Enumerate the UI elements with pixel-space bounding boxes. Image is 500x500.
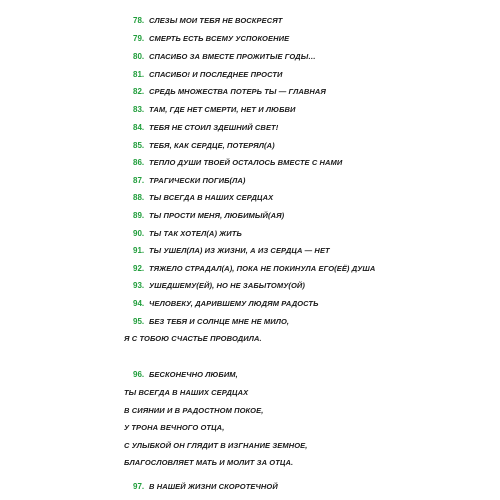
item-number: 94. [133, 299, 145, 308]
item-text: СЛЕЗЫ МОИ ТЕБЯ НЕ ВОСКРЕСЯТ [149, 16, 283, 25]
item-text: ТЫ УШЕЛ(ЛА) ИЗ ЖИЗНИ, А ИЗ СЕРДЦА — НЕТ [149, 246, 330, 255]
item-text: СПАСИБО ЗА ВМЕСТЕ ПРОЖИТЫЕ ГОДЫ… [149, 52, 316, 61]
item-text: В НАШЕЙ ЖИЗНИ СКОРОТЕЧНОЙ [149, 482, 278, 491]
item-text: У ТРОНА ВЕЧНОГО ОТЦА, [124, 423, 225, 432]
item-text: ТЕПЛО ДУШИ ТВОЕЙ ОСТАЛОСЬ ВМЕСТЕ С НАМИ [149, 158, 343, 167]
item-text: ЧЕЛОВЕКУ, ДАРИВШЕМУ ЛЮДЯМ РАДОСТЬ [149, 299, 319, 308]
item-number: 91. [133, 246, 145, 255]
item-text: С УЛЫБКОЙ ОН ГЛЯДИТ В ИЗГНАНИЕ ЗЕМНОЕ, [124, 441, 308, 450]
item-text: СМЕРТЬ ЕСТЬ ВСЕМУ УСПОКОЕНИЕ [149, 34, 290, 43]
item-text: ТЕБЯ, КАК СЕРДЦЕ, ПОТЕРЯЛ(А) [149, 141, 275, 150]
item-text: ТЫ ВСЕГДА В НАШИХ СЕРДЦАХ [124, 388, 249, 397]
item-text: ТЯЖЕЛО СТРАДАЛ(А), ПОКА НЕ ПОКИНУЛА ЕГО(ЕЁ) ДУША [149, 264, 376, 273]
item-number: 95. [133, 317, 145, 326]
item-text: ТЫ ПРОСТИ МЕНЯ, ЛЮБИМЫЙ(АЯ) [149, 211, 285, 220]
item-text: СРЕДЬ МНОЖЕСТВА ПОТЕРЬ ТЫ — ГЛАВНАЯ [149, 87, 326, 96]
item-text: ТЫ ВСЕГДА В НАШИХ СЕРДЦАХ [149, 193, 274, 202]
item-number: 89. [133, 211, 145, 220]
item-text: ТЕБЯ НЕ СТОИЛ ЗДЕШНИЙ СВЕТ! [149, 123, 279, 132]
item-text: ТАМ, ГДЕ НЕТ СМЕРТИ, НЕТ И ЛЮБВИ [149, 105, 296, 114]
item-number: 79. [133, 34, 145, 43]
item-number: 78. [133, 16, 145, 25]
item-number: 97. [133, 482, 145, 491]
item-number: 85. [133, 141, 145, 150]
item-text: ТЫ ТАК ХОТЕЛ(А) ЖИТЬ [149, 229, 242, 238]
item-number: 83. [133, 105, 145, 114]
item-text: БЕЗ ТЕБЯ И СОЛНЦЕ МНЕ НЕ МИЛО, [149, 317, 290, 326]
item-text: Я С ТОБОЮ СЧАСТЬЕ ПРОВОДИЛА. [124, 334, 262, 343]
item-text: В СИЯНИИ И В РАДОСТНОМ ПОКОЕ, [124, 406, 264, 415]
item-number: 84. [133, 123, 145, 132]
item-text: БЛАГОСЛОВЛЯЕТ МАТЬ И МОЛИТ ЗА ОТЦА. [124, 458, 294, 467]
item-number: 81. [133, 70, 145, 79]
item-number: 92. [133, 264, 145, 273]
item-number: 82. [133, 87, 145, 96]
item-text: БЕСКОНЕЧНО ЛЮБИМ, [149, 370, 238, 379]
item-text: ТРАГИЧЕСКИ ПОГИБ(ЛА) [149, 176, 246, 185]
item-number: 90. [133, 229, 145, 238]
item-text: СПАСИБО! И ПОСЛЕДНЕЕ ПРОСТИ [149, 70, 283, 79]
item-number: 80. [133, 52, 145, 61]
item-number: 93. [133, 281, 145, 290]
item-text: УШЕДШЕМУ(ЕЙ), НО НЕ ЗАБЫТОМУ(ОЙ) [149, 281, 306, 290]
item-number: 86. [133, 158, 145, 167]
item-number: 88. [133, 193, 145, 202]
item-number: 96. [133, 370, 145, 379]
item-number: 87. [133, 176, 145, 185]
